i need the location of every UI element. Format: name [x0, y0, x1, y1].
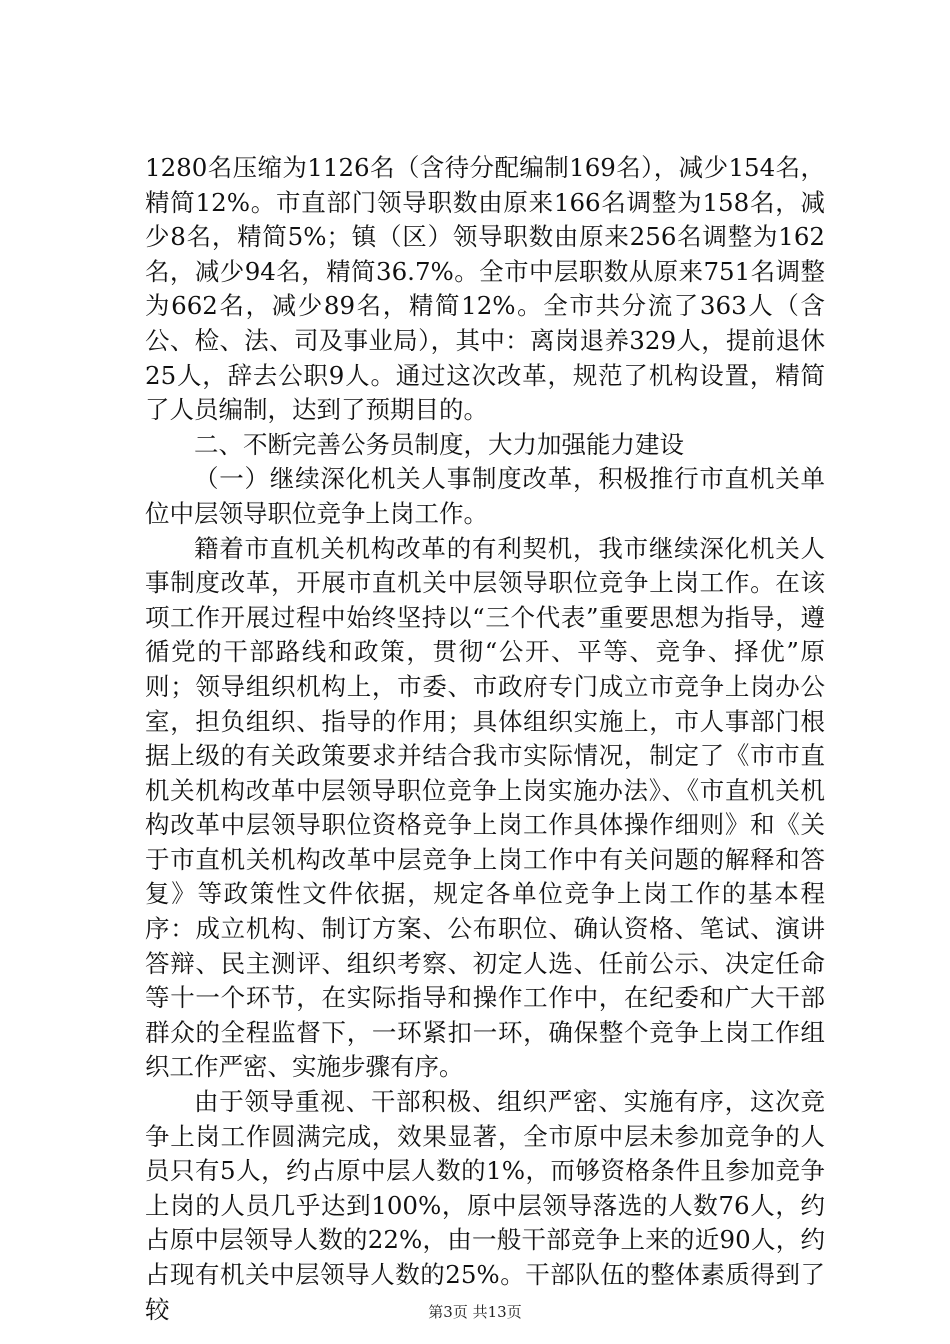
section-heading-civil-service: 二、不断完善公务员制度，大力加强能力建设: [194, 429, 684, 459]
paragraph-appointment-results: 由于领导重视、干部积极、组织严密、实施有序，这次竞争上岗工作圆满完成，效果显著，全市原中层未参加竞争的人员只有5人，约占原中层人数的1%，而够资格条件且参加竞争上岗的人员几乎达到100%，原中层领导落选的人数76人，约占原中层领导人数的22%，由一般干部竞争上来的近90人，约占现有机关中层领导人数的25%。干部队伍的整体素质得到了较: [145, 1087, 825, 1324]
paragraph-staffing-results: 1280名压缩为1126名（含待分配编制169名），减少154名，精简12%。市直部门领导职数由原来166名调整为158名，减少8名，精简5%；镇（区）领导职数由原来256名调整为162名，减少94名，精简36.7%。全市中层职数从原来751名调整为662名，减少89名，精简12%。全市共分流了363人（含公、检、法、司及事业局），其中：离岗退养329人，提前退休25人，辞去公职9人。通过这次改革，规范了机构设置，精简了人员编制，达到了预期目的。: [145, 153, 825, 425]
document-body: [145, 151, 825, 1327]
paragraph-competitive-appointment: 籍着市直机关机构改革的有利契机，我市继续深化机关人事制度改革，开展市直机关中层领导职位竞争上岗工作。在该项工作开展过程中始终坚持以“三个代表”重要思想为指导，遵循党的干部路线和政策，贯彻“公开、平等、竞争、择优”原则；领导组织机构上，市委、市政府专门成立市竞争上岗办公室，担负组织、指导的作用；具体组织实施上，市人事部门根据上级的有关政策要求并结合我市实际情况，制定了《市市直机关机构改革中层领导职位竞争上岗实施办法》、《市直机关机构改革中层领导职位资格竞争上岗工作具体操作细则》和《关于市直机关机构改革中层竞争上岗工作中有关问题的解释和答复》等政策性文件依据，规定各单位竞争上岗工作的基本程序：成立机构、制订方案、公布职位、确认资格、笔试、演讲答辩、民主测评、组织考察、初定人选、任前公示、决定任命等十一个环节，在实际指导和操作工作中，在纪委和广大干部群众的全程监督下，一环紧扣一环，确保整个竞争上岗工作组织工作严密、实施步骤有序。: [145, 533, 825, 1082]
subsection-heading-personnel-reform: （一）继续深化机关人事制度改革，积极推行市直机关单位中层领导职位竞争上岗工作。: [145, 464, 825, 528]
page-number-footer: 第3页 共13页: [428, 1303, 522, 1321]
